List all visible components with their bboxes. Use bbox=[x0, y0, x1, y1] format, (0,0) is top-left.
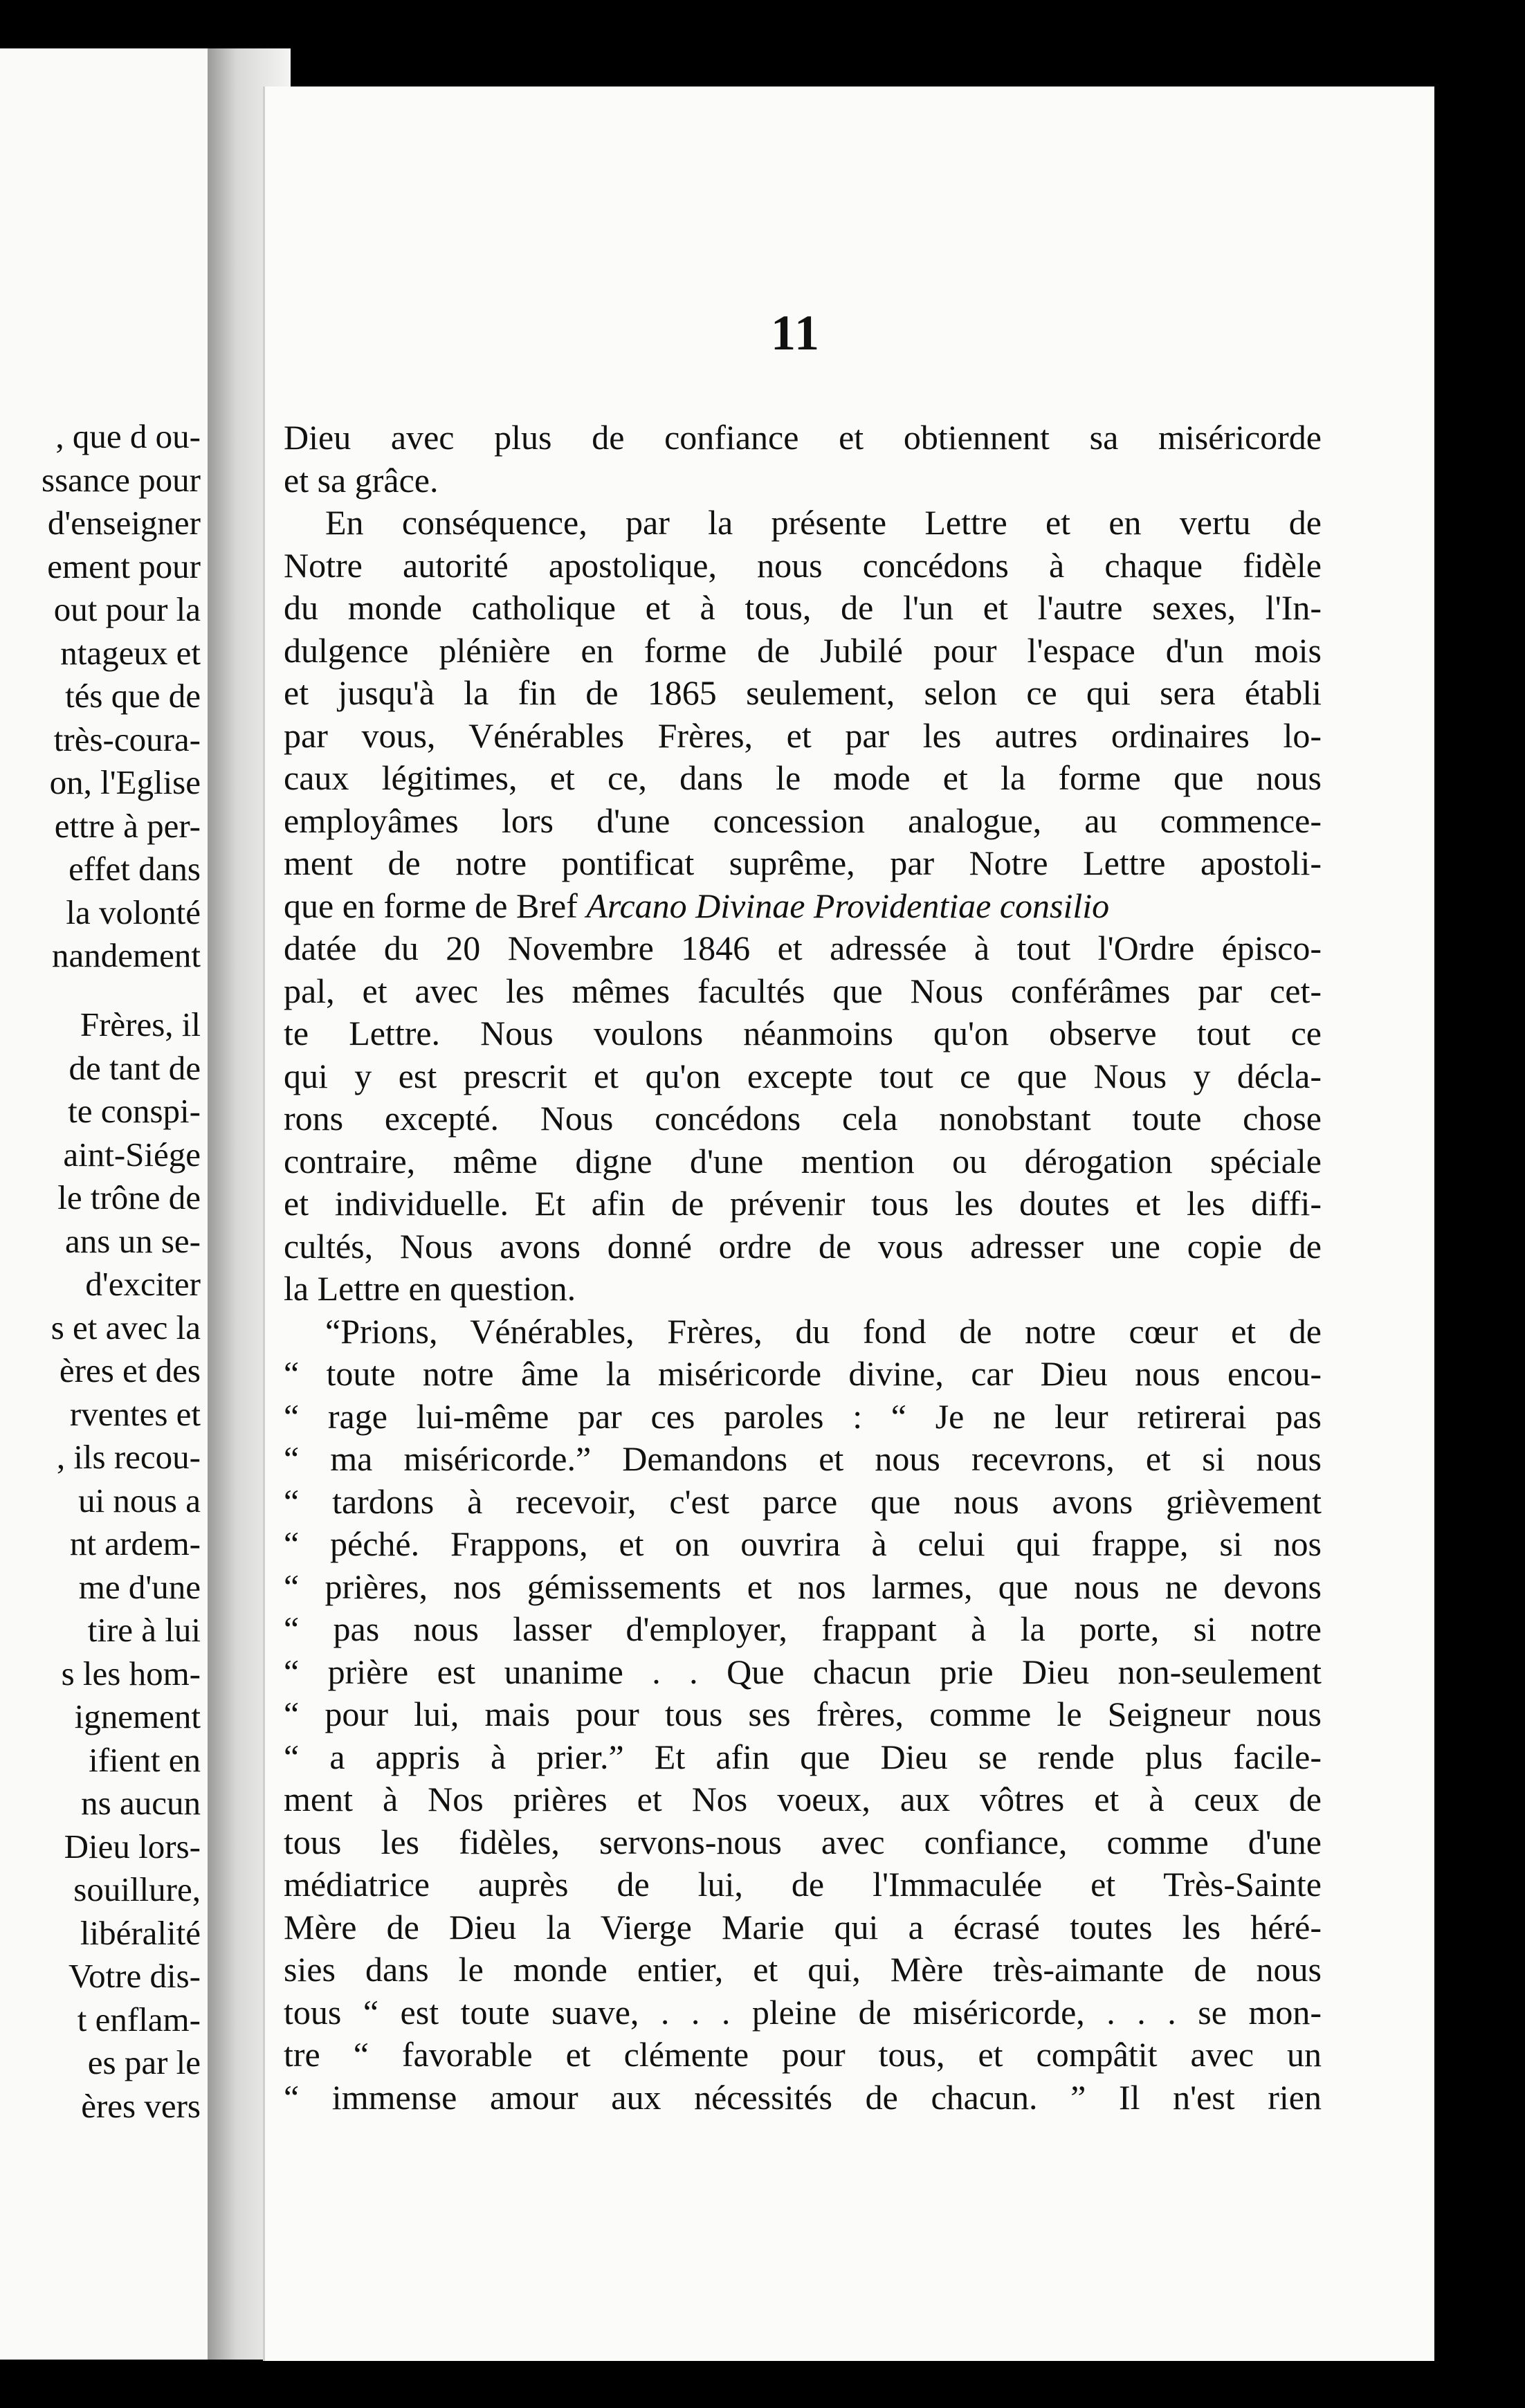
body-line: cultés, Nous avons donné ordre de vous adresser une copie de bbox=[284, 1226, 1322, 1266]
body-line: par vous, Vénérables Frères, et par les autres ordinaires lo- bbox=[284, 715, 1322, 755]
brief-title: Arcano Divinae Providentiae consilio bbox=[586, 886, 1110, 925]
body-line: la Lettre en question. bbox=[284, 1269, 576, 1308]
body-line: qui y est prescrit et qu'on excepte tout ce que Nous y décla- bbox=[284, 1056, 1322, 1095]
left-line: d'enseigner bbox=[47, 504, 201, 542]
left-line: ans un se- bbox=[65, 1221, 201, 1260]
body-line: “ immense amour aux nécessités de chacun. ” Il n'est rien bbox=[284, 2077, 1322, 2117]
left-line: ignement bbox=[74, 1697, 201, 1735]
left-line: tire à lui bbox=[87, 1611, 201, 1649]
left-line: souillure, bbox=[73, 1870, 201, 1908]
body-line: dulgence plénière en forme de Jubilé pour l'espace d'un mois bbox=[284, 630, 1322, 670]
body-line-start: que en forme de Bref bbox=[284, 886, 578, 925]
left-line: la volonté bbox=[66, 893, 201, 931]
body-line: caux légitimes, et ce, dans le mode et la forme que nous bbox=[284, 758, 1322, 797]
left-line: Dieu lors- bbox=[64, 1827, 201, 1866]
left-line: , que d ou- bbox=[55, 417, 201, 455]
body-line: te Lettre. Nous voulons néanmoins qu'on observe tout ce bbox=[284, 1014, 1322, 1052]
body-line: et individuelle. Et afin de prévenir tous les doutes et les diffi- bbox=[284, 1184, 1322, 1223]
body-line: “ a appris à prier.” Et afin que Dieu se rende plus facile- bbox=[284, 1737, 1322, 1776]
body-line: En conséquence, par la présente Lettre et en vertu de bbox=[325, 503, 1322, 542]
left-line: ettre à per- bbox=[54, 806, 201, 845]
left-line: ns aucun bbox=[81, 1784, 201, 1822]
left-line: le trône de bbox=[57, 1178, 201, 1216]
left-line: ssance pour bbox=[42, 460, 201, 499]
page-number: 11 bbox=[770, 305, 821, 361]
body-line: Notre autorité apostolique, nous concédons à chaque fidèle bbox=[284, 545, 1322, 585]
body-line: Mère de Dieu la Vierge Marie qui a écrasé toutes les héré- bbox=[284, 1907, 1322, 1946]
left-line: ères vers bbox=[81, 2086, 201, 2125]
body-line: “ prières, nos gémissements et nos larmes, que nous ne devons bbox=[284, 1567, 1322, 1606]
body-line: tous les fidèles, servons-nous avec confiance, comme d'une bbox=[284, 1822, 1322, 1861]
left-line: es par le bbox=[87, 2043, 201, 2081]
left-line: de tant de bbox=[69, 1048, 201, 1087]
left-line: ement pour bbox=[47, 547, 201, 585]
left-line: t enflam- bbox=[77, 2000, 201, 2038]
left-line: s les hom- bbox=[61, 1654, 201, 1693]
left-line: s et avec la bbox=[51, 1308, 201, 1347]
body-line: “ rage lui-même par ces paroles : “ Je ne leur retirerai pas bbox=[284, 1396, 1322, 1436]
left-line: nt ardem- bbox=[69, 1524, 201, 1562]
left-line: libéralité bbox=[80, 1913, 201, 1952]
body-line: “ pour lui, mais pour tous ses frères, comme le Seigneur nous bbox=[284, 1695, 1322, 1733]
left-line: me d'une bbox=[78, 1567, 201, 1606]
body-line: médiatrice auprès de lui, de l'Immaculée et Très-Sainte bbox=[284, 1865, 1322, 1904]
left-line: tés que de bbox=[65, 677, 201, 715]
left-line: ères et des bbox=[59, 1351, 201, 1389]
body-line: rons excepté. Nous concédons cela nonobstant toute chose bbox=[284, 1099, 1322, 1138]
left-line: rventes et bbox=[69, 1394, 201, 1433]
body-line: employâmes lors d'une concession analogue, au commence- bbox=[284, 801, 1322, 840]
body-line: tous “ est toute suave, . . . pleine de miséricorde, . . . se mon- bbox=[284, 1992, 1322, 2032]
body-line: datée du 20 Novembre 1846 et adressée à tout l'Ordre épisco- bbox=[284, 929, 1322, 967]
body-line-with-title bbox=[284, 885, 1322, 928]
left-line: d'exciter bbox=[85, 1265, 201, 1303]
left-line: Votre dis- bbox=[69, 1957, 201, 1995]
body-line: sies dans le monde entier, et qui, Mère très-aimante de nous bbox=[284, 1950, 1322, 1989]
left-line: effet dans bbox=[69, 850, 201, 888]
left-line: , ils recou- bbox=[56, 1438, 201, 1476]
left-line: ifient en bbox=[89, 1740, 201, 1779]
body-line: “ péché. Frappons, et on ouvrira à celui qui frappe, si nos bbox=[284, 1524, 1322, 1563]
body-line: “ ma miséricorde.” Demandons et nous recevrons, et si nous bbox=[284, 1439, 1322, 1478]
left-line: ntageux et bbox=[60, 633, 201, 672]
left-line: très-coura- bbox=[53, 720, 201, 758]
body-line: “ toute notre âme la miséricorde divine, car Dieu nous encou- bbox=[284, 1354, 1322, 1393]
left-line: Frères, il bbox=[80, 1005, 201, 1043]
body-line: du monde catholique et à tous, de l'un et l'autre sexes, l'In- bbox=[284, 588, 1322, 627]
left-line: on, l'Eglise bbox=[49, 763, 201, 801]
left-page-text bbox=[0, 415, 201, 2128]
left-line: te conspi- bbox=[68, 1092, 201, 1130]
body-line: et jusqu'à la fin de 1865 seulement, selon ce qui sera établi bbox=[284, 673, 1322, 712]
left-line: out pour la bbox=[53, 590, 201, 628]
body-line: “ pas nous lasser d'employer, frappant à la porte, si notre bbox=[284, 1609, 1322, 1648]
body-line: “Prions, Vénérables, Frères, du fond de notre cœur et de bbox=[325, 1311, 1322, 1351]
left-line: nandement bbox=[52, 936, 201, 974]
body-line: Dieu avec plus de confiance et obtiennent sa miséricorde bbox=[284, 418, 1322, 457]
page-body-text bbox=[284, 417, 1322, 2119]
body-line: ment de notre pontificat suprême, par Notre Lettre apostoli- bbox=[284, 843, 1322, 882]
left-facing-page-fragment bbox=[0, 48, 208, 2360]
body-line: contraire, même digne d'une mention ou dérogation spéciale bbox=[284, 1141, 1322, 1180]
scan-bottom-edge bbox=[263, 2361, 1525, 2408]
body-line: “ tardons à recevoir, c'est parce que nous avons grièvement bbox=[284, 1481, 1322, 1521]
body-line: ment à Nos prières et Nos voeux, aux vôtres et à ceux de bbox=[284, 1780, 1322, 1818]
body-line: et sa grâce. bbox=[284, 460, 439, 500]
left-line: aint-Siége bbox=[63, 1135, 201, 1174]
body-line: pal, et avec les mêmes facultés que Nous conférâmes par cet- bbox=[284, 971, 1322, 1010]
left-line: ui nous a bbox=[78, 1481, 201, 1520]
body-line: tre “ favorable et clémente pour tous, et compâtit avec un bbox=[284, 2035, 1322, 2074]
body-line: “ prière est unanime . . Que chacun prie Dieu non-seulement bbox=[284, 1652, 1322, 1691]
